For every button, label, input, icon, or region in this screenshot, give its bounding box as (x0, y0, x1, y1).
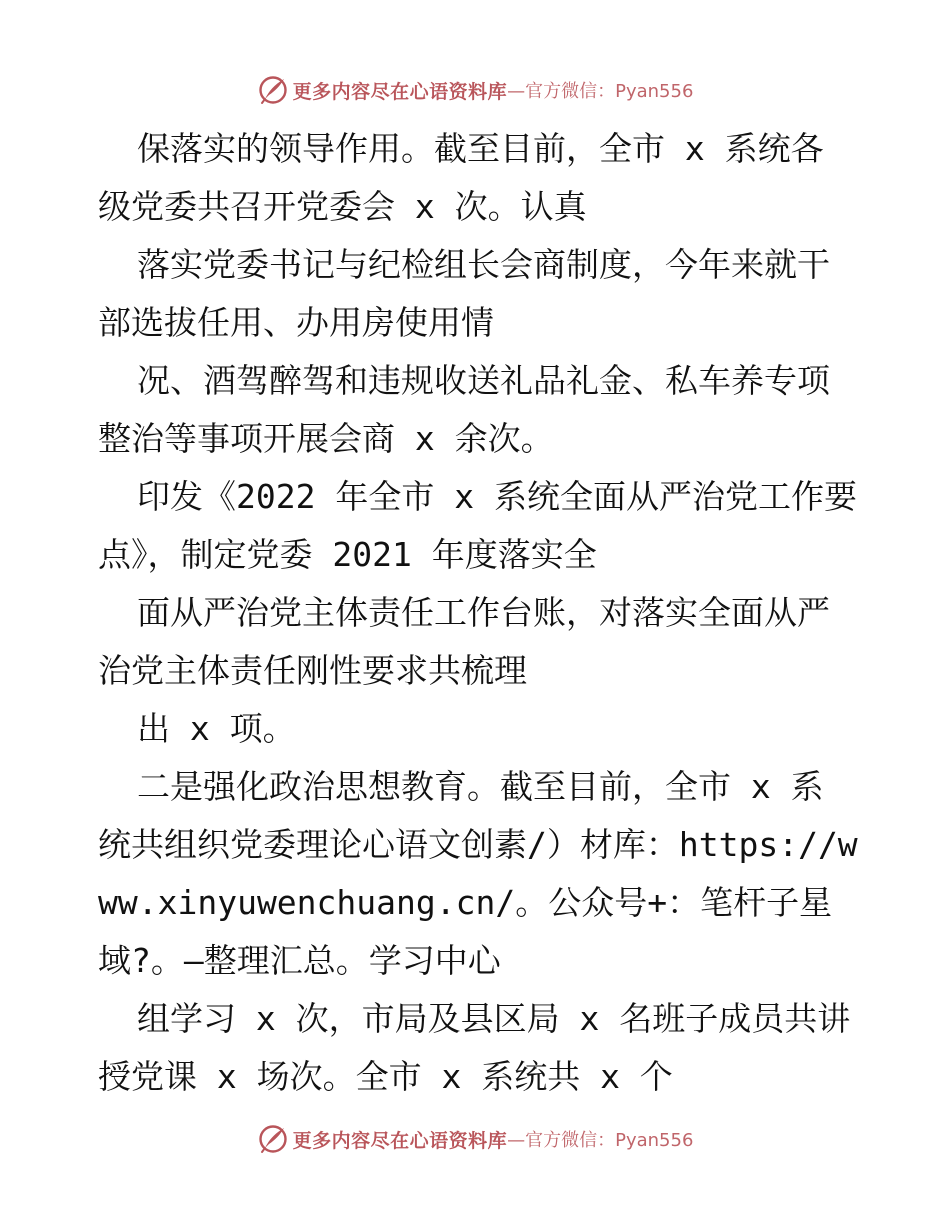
header-watermark-banner (0, 70, 950, 110)
text-line: 保落实的领导作用。截至目前，全市 x 系统各 (137, 129, 824, 168)
header-banner-side-text: —官方微信：Pyan556 (507, 81, 694, 102)
text-line-with-url: 统共组织党委理论心语文创素/）材库：https://w (98, 825, 858, 864)
document-body (0, 120, 950, 1106)
text-line: 印发《2022 年全市 x 系统全面从严治党工作要 (137, 477, 857, 516)
text-line: 落实党委书记与纪检组长会商制度，今年来就干 (137, 245, 830, 284)
text-line: 域?。—整理汇总。学习中心 (98, 941, 501, 980)
footer-banner-side-text: —官方微信：Pyan556 (507, 1130, 694, 1151)
text-line: 授党课 x 场次。全市 x 系统共 x 个 (98, 1057, 673, 1096)
text-line: 况、酒驾醉驾和违规收送礼品礼金、私车养专项 (137, 361, 830, 400)
text-line: 部选拔任用、办用房使用情 (98, 303, 494, 342)
footer-watermark-banner (0, 1119, 950, 1159)
text-line: 整治等事项开展会商 x 余次。 (98, 419, 554, 458)
text-line: 组学习 x 次，市局及县区局 x 名班子成员共讲 (137, 999, 851, 1038)
text-line-with-url: ww.xinyuwenchuang.cn/。公众号+：笔杆子星 (98, 883, 833, 922)
header-banner-main-text: 更多内容尽在心语资料库 (292, 80, 508, 103)
text-line: 面从严治党主体责任工作台账，对落实全面从严 (137, 593, 830, 632)
text-line: 出 x 项。 (137, 709, 296, 748)
quill-logo-icon (257, 74, 289, 106)
text-line: 二是强化政治思想教育。截至目前，全市 x 系 (137, 767, 824, 806)
text-line: 点》，制定党委 2021 年度落实全 (98, 535, 597, 574)
text-line: 治党主体责任刚性要求共梳理 (98, 651, 527, 690)
text-line: 级党委共召开党委会 x 次。认真 (98, 187, 587, 226)
footer-banner-main-text: 更多内容尽在心语资料库 (292, 1129, 508, 1152)
quill-logo-icon (257, 1123, 289, 1155)
